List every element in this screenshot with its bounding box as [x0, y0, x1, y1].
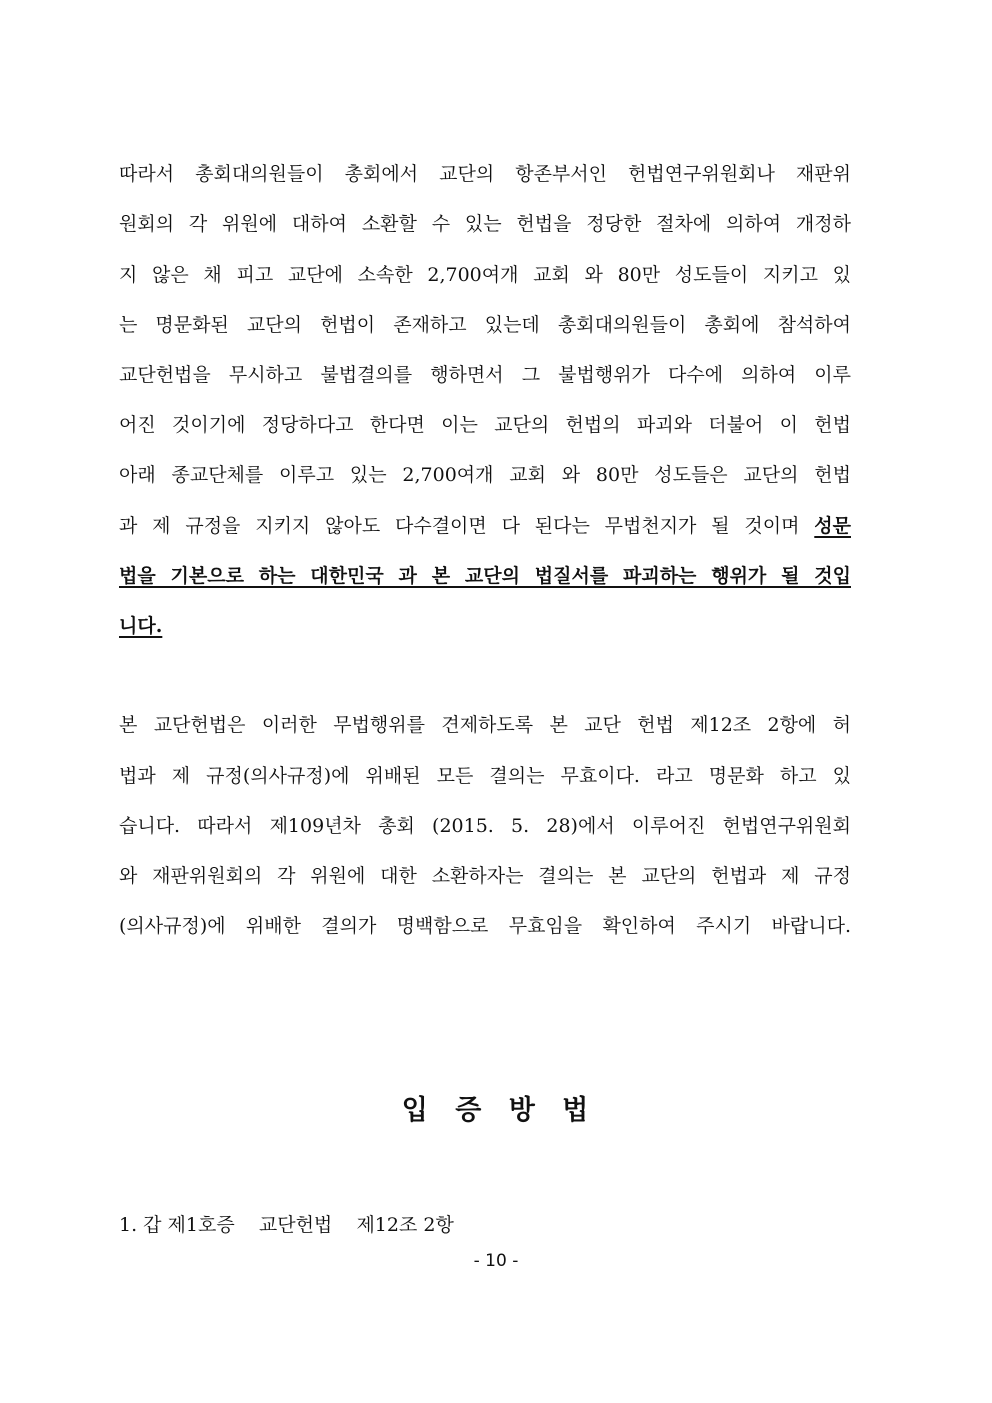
paragraph-line: 따라서 총회대의원들이 총회에서 교단의 항존부서인 헌법연구위원회나 재판위 [119, 163, 851, 185]
paragraph-line: 법과 제 규정(의사규정)에 위배된 모든 결의는 무효이다. 라고 명문화 하고 있 [119, 765, 851, 787]
evidence-item: 1. 갑 제1호증 교단헌법 제12조 2항 [119, 1214, 454, 1236]
section-title: 입 증 방 법 [401, 1095, 591, 1126]
paragraph-line: 원회의 각 위원에 대하여 소환할 수 있는 헌법을 정당한 절차에 의하여 개정하 [119, 213, 851, 235]
paragraph-line: 와 재판위원회의 각 위원에 대한 소환하자는 결의는 본 교단의 헌법과 제 규정 [119, 865, 851, 887]
paragraph-line: (의사규정)에 위배한 결의가 명백함으로 무효임을 확인하여 주시기 바랍니다. [119, 915, 851, 937]
paragraph-line: 지 않은 채 피고 교단에 소속한 2,700여개 교회 와 80만 성도들이 지키고 있 [119, 264, 851, 286]
emphasized-line: 법을 기본으로 하는 대한민국 과 본 교단의 법질서를 파괴하는 행위가 될 것입 [119, 565, 851, 587]
page-number: - 10 - [473, 1251, 519, 1271]
paragraph-line: 본 교단헌법은 이러한 무법행위를 견제하도록 본 교단 헌법 제12조 2항에 허 [119, 714, 851, 736]
paragraph-line: 어진 것이기에 정당하다고 한다면 이는 교단의 헌법의 파괴와 더불어 이 헌법 [119, 414, 851, 436]
paragraph-line: 교단헌법을 무시하고 불법결의를 행하면서 그 불법행위가 다수에 의하여 이루 [119, 364, 851, 386]
paragraph-line: 는 명문화된 교단의 헌법이 존재하고 있는데 총회대의원들이 총회에 참석하여 [119, 314, 851, 336]
emphasized-text: 니다. [119, 615, 163, 637]
paragraph-line: 아래 종교단체를 이루고 있는 2,700여개 교회 와 80만 성도들은 교단의 헌법 [119, 464, 851, 486]
emphasized-text: 성문 [814, 515, 851, 537]
emphasized-line [119, 613, 851, 639]
paragraph-line-normal-part: 과 제 규정을 지키지 않아도 다수결이면 다 된다는 무법천지가 될 것이며 [119, 515, 815, 537]
paragraph-line [119, 513, 851, 539]
paragraph-line: 습니다. 따라서 제109년차 총회 (2015. 5. 28)에서 이루어진 헌법연구위원회 [119, 815, 851, 837]
